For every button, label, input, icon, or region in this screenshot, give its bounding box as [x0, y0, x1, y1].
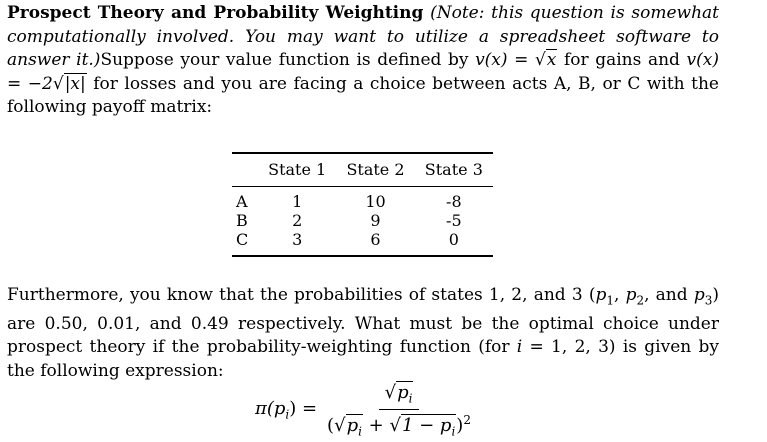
formula-fraction [327, 382, 471, 438]
plus-sign: + [362, 414, 390, 436]
num-subscript: i [408, 391, 413, 406]
weighting-formula [255, 382, 471, 438]
den-subscript-2: i [451, 424, 456, 439]
payoff-table [232, 152, 493, 257]
index-var: i [516, 337, 523, 358]
payoff-cell: 6 [336, 230, 414, 256]
header-state-1: State 1 [258, 153, 336, 187]
payoff-cell: 3 [258, 230, 336, 256]
question-text-1: Furthermore, you know that the probabilities of states 1, 2, and 3 ( [7, 285, 596, 305]
payoff-cell: -5 [446, 211, 462, 230]
den-exponent: 2 [463, 412, 471, 427]
header-state-2: State 2 [336, 153, 414, 187]
problem-title: Prospect Theory and Probability Weighting [7, 3, 424, 23]
gain-function-lhs: v(x) = [475, 50, 535, 70]
gain-function [475, 49, 557, 70]
equals-sign: ) = [289, 398, 318, 420]
lhs-subscript: i [285, 407, 290, 422]
separator: , [613, 285, 626, 305]
den-subscript-1: i [358, 424, 362, 439]
formula-lhs [255, 398, 317, 422]
p2-symbol: p [625, 285, 637, 305]
payoff-cell: 0 [415, 230, 493, 256]
intro-text-2: for gains and [557, 50, 687, 70]
act-label: A [236, 192, 248, 211]
payoff-cell: 1 [292, 192, 303, 211]
payoff-cell: 9 [370, 211, 381, 230]
intro-paragraph [7, 2, 719, 120]
loss-radicand: |x| [64, 73, 86, 94]
den-sqrt-2 [389, 414, 456, 439]
sqrt-symbol: √ [384, 382, 397, 403]
den-var-1: p [346, 414, 359, 436]
question-text-3: = 1, 2, 3) is given by the following expression: [7, 337, 719, 381]
den-radicand-2 [401, 414, 456, 439]
formula-denominator [327, 410, 471, 439]
p3-subscript: 3 [704, 293, 713, 308]
p3-var [693, 285, 713, 308]
den-radicand-1 [346, 414, 363, 439]
sqrt-symbol: √ [52, 73, 64, 94]
formula-numerator [379, 382, 420, 410]
question-text-2: ) are 0.50, 0.01, and 0.49 respectively. What must be the optimal choice under prospect theory if the probability-weighting function (for [7, 285, 719, 358]
payoff-cell: 2 [292, 211, 303, 230]
sqrt-symbol: √ [334, 414, 346, 436]
intro-text-1: Suppose your value function is defined by [100, 50, 476, 70]
p3-symbol: p [693, 285, 705, 305]
header-state-3: State 3 [415, 153, 493, 187]
p2-var [625, 285, 645, 308]
act-label: C [232, 230, 258, 256]
gain-radicand: x [546, 50, 557, 70]
sqrt-symbol: √ [389, 414, 401, 436]
payoff-cell: 10 [365, 192, 386, 211]
question-paragraph [7, 284, 719, 383]
separator: , and [644, 285, 694, 305]
table-row [232, 211, 493, 230]
table-header-row [232, 153, 493, 187]
intro-text-3: for losses and you are facing a choice between acts A, B, or C with the following payoff matrix: [7, 73, 719, 117]
numerator-radicand [396, 381, 413, 406]
den-sqrt-1 [334, 414, 363, 439]
problem-note: (Note: this question is somewhat computationally involved. You may want to utilize a spreadsheet software to answer it.) [7, 3, 720, 70]
loss-function-lhs: v(x) = −2 [7, 50, 719, 94]
p1-var [595, 285, 614, 308]
act-label: B [236, 211, 248, 230]
gain-sqrt [535, 49, 557, 70]
close-paren: ) [456, 414, 464, 436]
numerator-sqrt [384, 381, 414, 406]
p2-subscript: 2 [636, 293, 645, 308]
p1-symbol: p [595, 285, 607, 305]
header-blank [232, 153, 258, 187]
num-var: p [397, 382, 409, 403]
table-row [232, 230, 493, 256]
p1-subscript: 1 [606, 293, 614, 308]
payoff-cell: -8 [446, 192, 462, 211]
pi-function: π(p [255, 398, 286, 420]
sqrt-symbol: √ [534, 50, 546, 70]
table-row [232, 187, 493, 212]
open-paren: ( [327, 414, 335, 436]
den-var-2: 1 − p [401, 414, 452, 436]
payoff-matrix [232, 152, 493, 257]
loss-sqrt [53, 73, 87, 94]
